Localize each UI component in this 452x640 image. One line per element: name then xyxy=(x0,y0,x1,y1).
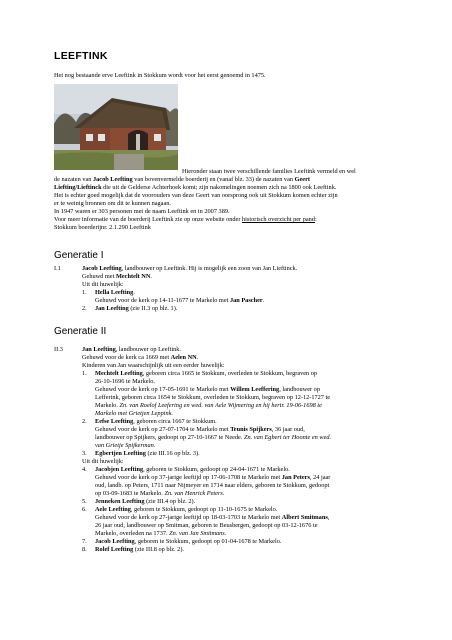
child-line xyxy=(95,482,329,490)
person-name: Willem Leeffering xyxy=(230,386,280,393)
text-run: (zie III.4 op blz. 2). xyxy=(144,498,196,505)
text-run: van Grietje Spijkerman. xyxy=(95,442,156,449)
text-run: 26-10-1696 te Markelo. xyxy=(95,378,155,385)
child-line xyxy=(95,297,264,305)
text-run: , 24 jaar xyxy=(309,474,331,481)
child-line xyxy=(95,490,224,498)
text-run: op 03-09-1683 te Markelo. xyxy=(95,490,165,497)
child-line xyxy=(95,546,184,554)
person-name: Jan Leefting xyxy=(95,305,129,312)
text-run: Lefferink, geboren circa 1654 te Stokkum, overleden te Stokkum, begraven op 12-12-1727 te xyxy=(95,394,331,401)
person-name: Aelen NN xyxy=(170,354,197,361)
page-title: LEEFTINK xyxy=(54,50,108,62)
person-name: Egbertjen Leefting xyxy=(95,450,146,457)
text-run: landbouwer op Spijkers, gedoopt op 27-10-1667 te Neede. xyxy=(95,434,244,441)
person-name: Mechtelt NN xyxy=(115,273,151,280)
person-name: Jenneken Leefting xyxy=(95,498,145,505)
child-number: 3. xyxy=(82,450,87,457)
child-number: 2. xyxy=(82,418,87,425)
text-run: Het is echter goed mogelijk dat de voorouders van deze Geert van oorsprong ook uit Stokkum komen echter zijn xyxy=(54,192,338,199)
child-number: 4. xyxy=(82,466,87,473)
text-run: de nazaten van xyxy=(54,176,93,183)
text-run: Gehuwd voor de kerk op 37-jarige leeftijd op 17-06-1708 te Markelo met xyxy=(95,474,282,481)
generation-2-heading: Generatie II xyxy=(54,326,107,337)
text-run: . xyxy=(196,354,199,361)
child-line xyxy=(95,506,277,514)
text-run: , 36 jaar oud, xyxy=(271,426,305,433)
text-run: In 1947 waren er 303 personen met de naam Leeftink en in 2007 389. xyxy=(54,208,230,215)
text-run: Gehuwd met xyxy=(82,273,116,280)
child-line xyxy=(95,530,226,538)
person-name: Jacob Leefting xyxy=(92,176,133,183)
person-code: I.1 xyxy=(54,265,61,272)
generation-1-heading: Generatie I xyxy=(54,250,104,261)
text-run: Markelo met Grietjen Leppink. xyxy=(95,410,173,417)
text-run: van bovenvermelde boerderij en (vanaf blz. 33) de nazaten van xyxy=(132,176,295,183)
photo-caption: Hieronder staan twee verschillende families Leeftink vermeld en wel xyxy=(182,168,356,175)
child-line xyxy=(95,474,330,482)
person-name: Aele Leefting xyxy=(95,506,131,513)
child-line xyxy=(95,394,330,402)
person-name: Hella Leefting xyxy=(95,289,134,296)
text-run: Gehuwd voor de kerk op 27-07-1704 te Markelo met xyxy=(95,426,231,433)
text-run: Uit dit huwelijk: xyxy=(82,281,124,288)
person-name: Jacob Leefting xyxy=(82,265,122,272)
text-run: Markelo, overleden na 1737. xyxy=(95,530,170,537)
child-line xyxy=(95,305,177,313)
child-line xyxy=(95,426,305,434)
child-line xyxy=(95,434,331,442)
text-run: Gehuwd voor de kerk op 27-jarige leeftijd op 18-03-1703 te Markelo met xyxy=(95,514,282,521)
person-name: Eefse Leefting xyxy=(95,418,134,425)
person-name: Jan Leefting xyxy=(82,346,116,353)
person-name: Teunis Spijkers xyxy=(230,426,272,433)
child-number: 1. xyxy=(82,370,87,377)
caption-line xyxy=(54,200,171,208)
text-run: , landbouwer op Leeftink. Hij is mogelijk een zoon van Jan Lieftinck. xyxy=(121,265,298,272)
child-line xyxy=(95,378,155,386)
text-run: , xyxy=(327,514,330,521)
person-name: Mechtelt Leefting xyxy=(95,370,143,377)
child-line xyxy=(95,289,135,297)
child-number: 8. xyxy=(82,546,87,553)
text-run: Markelo. xyxy=(95,402,120,409)
child-number: 5. xyxy=(82,498,87,505)
child-number: 6. xyxy=(82,506,87,513)
text-run: Kinderen van Jan waarschijnlijk uit een eerder huwelijk: xyxy=(82,362,225,369)
entry-line xyxy=(82,346,181,354)
text-run: , landbouwer op xyxy=(279,386,320,393)
child-line xyxy=(95,538,281,546)
entry-line xyxy=(82,281,124,289)
text-run: . xyxy=(262,297,265,304)
caption-line xyxy=(54,192,338,200)
text-run: Voor meer informatie van de boerderij Leeftink zie op onze website onder xyxy=(54,216,243,223)
text-run: Gehuwd voor de kerk op 14-11-1677 te Markelo met xyxy=(95,297,230,304)
child-number: 1. xyxy=(82,289,87,296)
person-name: Jan Pascher xyxy=(229,297,263,304)
person-name: Rolef Leefting xyxy=(95,546,134,553)
child-line xyxy=(95,466,290,474)
child-line xyxy=(95,514,329,522)
text-run: : xyxy=(314,216,317,223)
caption-line xyxy=(54,224,151,232)
caption-line xyxy=(54,208,230,216)
text-run: , geboren circa 1667 te Stokkum. xyxy=(133,418,217,425)
caption-line xyxy=(54,216,317,224)
child-line xyxy=(95,498,195,506)
entry-line xyxy=(82,354,198,362)
entry-line xyxy=(82,362,225,370)
entry-line xyxy=(82,273,152,281)
child-line xyxy=(95,410,173,418)
text-run: 26 jaar oud, landbouwer op Smitman, geboren te Beusbergen, gedoopt op 03-12-1676 te xyxy=(95,522,318,529)
text-run: . xyxy=(133,289,135,296)
intro-text: Het nog bestaande erve Leeftink in Stokkum wordt voor het eerst genoemd in 1475. xyxy=(54,72,266,79)
child-line xyxy=(95,522,318,530)
person-name: Geert xyxy=(294,176,310,183)
website-link[interactable]: historisch overzicht per pand xyxy=(242,216,315,223)
caption-line xyxy=(54,184,336,192)
person-code: II.3 xyxy=(54,346,63,353)
text-run: er te weinig bronnen om dit te kunnen nagaan. xyxy=(54,200,171,207)
text-run: Gehuwd voor de kerk ca 1669 met xyxy=(82,354,171,361)
text-run: (zie III.8 op blz. 2). xyxy=(133,546,185,553)
text-run: , geboren circa 1665 te Stokkum, overleden te Stokkum, begraven op xyxy=(142,370,318,377)
person-name: Jacobjen Leefting xyxy=(95,466,144,473)
child-line xyxy=(95,450,200,458)
text-run: (zie II.3 op blz. 1). xyxy=(128,305,178,312)
text-run: , geboren te Stokkum, gedoopt op 24-04-1671 te Markelo. xyxy=(143,466,290,473)
text-run: oud, landb. op Peters, 1711 naar Nijmeyer en 1714 naar elders, geboren te Stokkum, gedoopt xyxy=(95,482,330,489)
person-name: Jacob Leefting xyxy=(95,538,135,545)
farmhouse-photo xyxy=(54,84,178,170)
text-run: , geboren te Stokkum, gedoopt op 01-04-1678 te Markelo. xyxy=(134,538,282,545)
text-run: . xyxy=(150,273,152,280)
person-name: Liefting/Lieftinck xyxy=(54,184,102,191)
text-run: Zn. van Jan Smitmans. xyxy=(169,530,227,537)
child-line xyxy=(95,442,155,450)
entry-line: Uit dit huwelijk: xyxy=(82,458,124,465)
child-line xyxy=(95,386,320,394)
child-line xyxy=(95,370,317,378)
text-run: (zie III.16 op blz. 3). xyxy=(145,450,200,457)
text-run: Zn. van Egbert ter Hoonte en wed. xyxy=(244,434,332,441)
text-run: Stokkum boerderijnr. 2.1.290 Leeftink xyxy=(54,224,151,231)
text-run: die uit de Gelderse Achterhoek komt; zijn nakomelingen noemen zich na 1800 ook Leeftink. xyxy=(101,184,337,191)
caption-line xyxy=(54,176,310,184)
text-run: , geboren te Stokkum, gedoopt op 11-10-1675 te Markelo. xyxy=(130,506,278,513)
person-name: Jan Peters xyxy=(281,474,310,481)
child-number: 2. xyxy=(82,305,87,312)
child-line xyxy=(95,402,322,410)
person-name: Albert Smitmans xyxy=(281,514,328,521)
child-number: 7. xyxy=(82,538,87,545)
text-run: , landbouwer op Leeftink. xyxy=(115,346,181,353)
text-run: Gehuwd voor de kerk op 17-05-1691 te Markelo met xyxy=(95,386,231,393)
entry-line xyxy=(82,265,297,273)
child-line xyxy=(95,418,217,426)
text-run: Zn. van Henrick Peters. xyxy=(164,490,225,497)
text-run: Zn. van Roelof Leefering en wed. van Aele Wijmering en hij hertr. 19-06-1698 te xyxy=(119,402,322,409)
